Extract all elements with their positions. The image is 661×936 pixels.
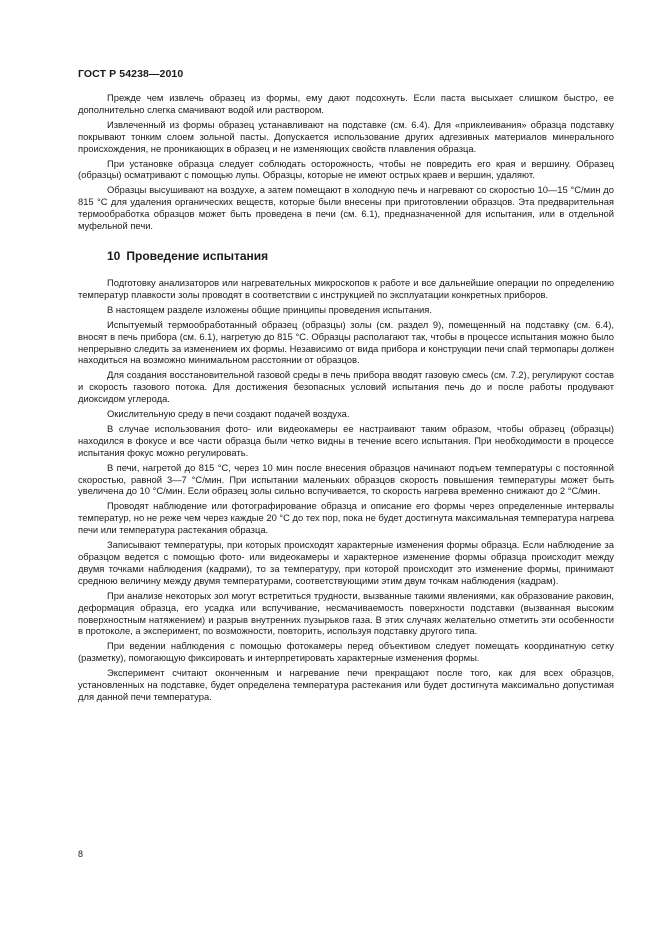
paragraph: Извлеченный из формы образец устанавливают на подставке (см. 6.4). Для «приклеивания» образца подставку покрывают тонким слоем зольной пасты. Допускается использование других адгезивных материалов минерального происхождения, не проникающих в образец и не изменяющих свойств плавления образца.	[78, 118, 614, 154]
paragraph: При ведении наблюдения с помощью фотокамеры перед объективом следует помещать координатную сетку (разметку), помогающую фиксировать и интерпретировать характерные изменения формы.	[78, 640, 614, 664]
document-code-header: ГОСТ Р 54238—2010	[78, 68, 184, 80]
paragraph: Окислительную среду в печи создают подачей воздуха.	[107, 408, 350, 420]
paragraph: При установке образца следует соблюдать осторожность, чтобы не повредить его края и вершину. Образец (образцы) осматривают с помощью лупы. Образцы, которые не имеют острых краев и вершин, удаляют.	[78, 157, 614, 181]
page-number: 8	[78, 849, 84, 859]
paragraph: Испытуемый термообработанный образец (образцы) золы (см. раздел 9), помещенный на подставку (см. 6.4), вносят в печь прибора (см. 6.1), нагретую до 815 °С. Образцы располагают так, чтобы в процессе испытания можно было непрерывно следить за изменением их формы. Независимо от вида прибора и конструкции печи спай термопары должен находиться на возможно минимальном расстоянии от образцов.	[78, 318, 614, 366]
paragraph: В настоящем разделе изложены общие принципы проведения испытания.	[107, 303, 432, 315]
paragraph: Проводят наблюдение или фотографирование образца и описание его формы через определенные интервалы температур, но не реже чем через каждые 20 °С до тех пор, пока не будет достигнута максимальная температура нагрева печи или температура растекания образца.	[78, 500, 615, 536]
paragraph: При анализе некоторых зол могут встретиться трудности, вызванные такими явлениями, как образование раковин, деформация образца, его усадка или вспучивание, несмачиваемость поверхности подставки (вызванная высоким поверхностным натяжением) и разрыв внутренних пузырьков газа. В этих случаях желательно отметить эти особенности в протоколе, а эксперимент, по возможности, повторить, используя подставку другого типа.	[78, 589, 614, 637]
paragraph: В случае использования фото- или видеокамеры ее настраивают таким образом, чтобы образец (образцы) находился в фокусе и все части образца были четко видны в течение всего испытания. При необходимости в процессе испытания фокус можно регулировать.	[78, 422, 614, 458]
paragraph: Записывают температуры, при которых происходят характерные изменения формы образца. Если наблюдение за образцом ведется с помощью фото- или видеокамеры и характерное изменение формы образца происходит между двумя точками наблюдения (кадрами), то за температуру, при которой происходит это изменение формы, принимают среднюю величину между двумя температурами, соответствующими этим двум точкам наблюдения (кадрам).	[78, 539, 614, 586]
paragraph: В печи, нагретой до 815 °С, через 10 мин после внесения образцов начинают подъем температуры с постоянной скоростью, равной 3—7 °С/мин. При испытании маленьких образцов скорость повышения температуры может быть увеличена до 10 °С/мин. Если образец золы сильно вспучивается, то скорость нагрева временно снижают до 2 °С/мин.	[78, 461, 614, 497]
section-heading	[78, 249, 614, 263]
paragraph: Прежде чем извлечь образец из формы, ему дают подсохнуть. Если паста высыхает слишком быстро, ее дополнительно слегка смачивают водой или раствором.	[78, 92, 614, 115]
document-body	[78, 92, 614, 703]
paragraph: Эксперимент считают оконченным и нагревание печи прекращают после того, как для всех образцов, установленных на подставке, будет определена температура растекания или будет достигнута максимально допустимая для данной печи температура.	[78, 667, 614, 702]
section-title: Проведение испытания	[126, 248, 269, 263]
paragraph: Для создания восстановительной газовой среды в печь прибора вводят газовую смесь (см. 7.2), регулируют состав и скорость газового потока. Для достижения безопасных условий испытания печь до и после работы продувают диоксидом углерода.	[78, 369, 614, 405]
paragraph: Подготовку анализаторов или нагревательных микроскопов к работе и все дальнейшие операции по определению температур плавкости золы проводят в соответствии с инструкцией по эксплуатации конкретных приборов.	[78, 276, 614, 300]
paragraph: Образцы высушивают на воздухе, а затем помещают в холодную печь и нагревают со скоростью 10—15 °С/мин до 815 °С для удаления органических веществ, которые были внесены при приготовлении образцов. Эта предварительная термообработка образцов может быть проведена в печи (см. 6.1), предназначенной для испытания, или в отдельной муфельной печи.	[78, 184, 614, 232]
section-number: 10	[107, 248, 121, 263]
